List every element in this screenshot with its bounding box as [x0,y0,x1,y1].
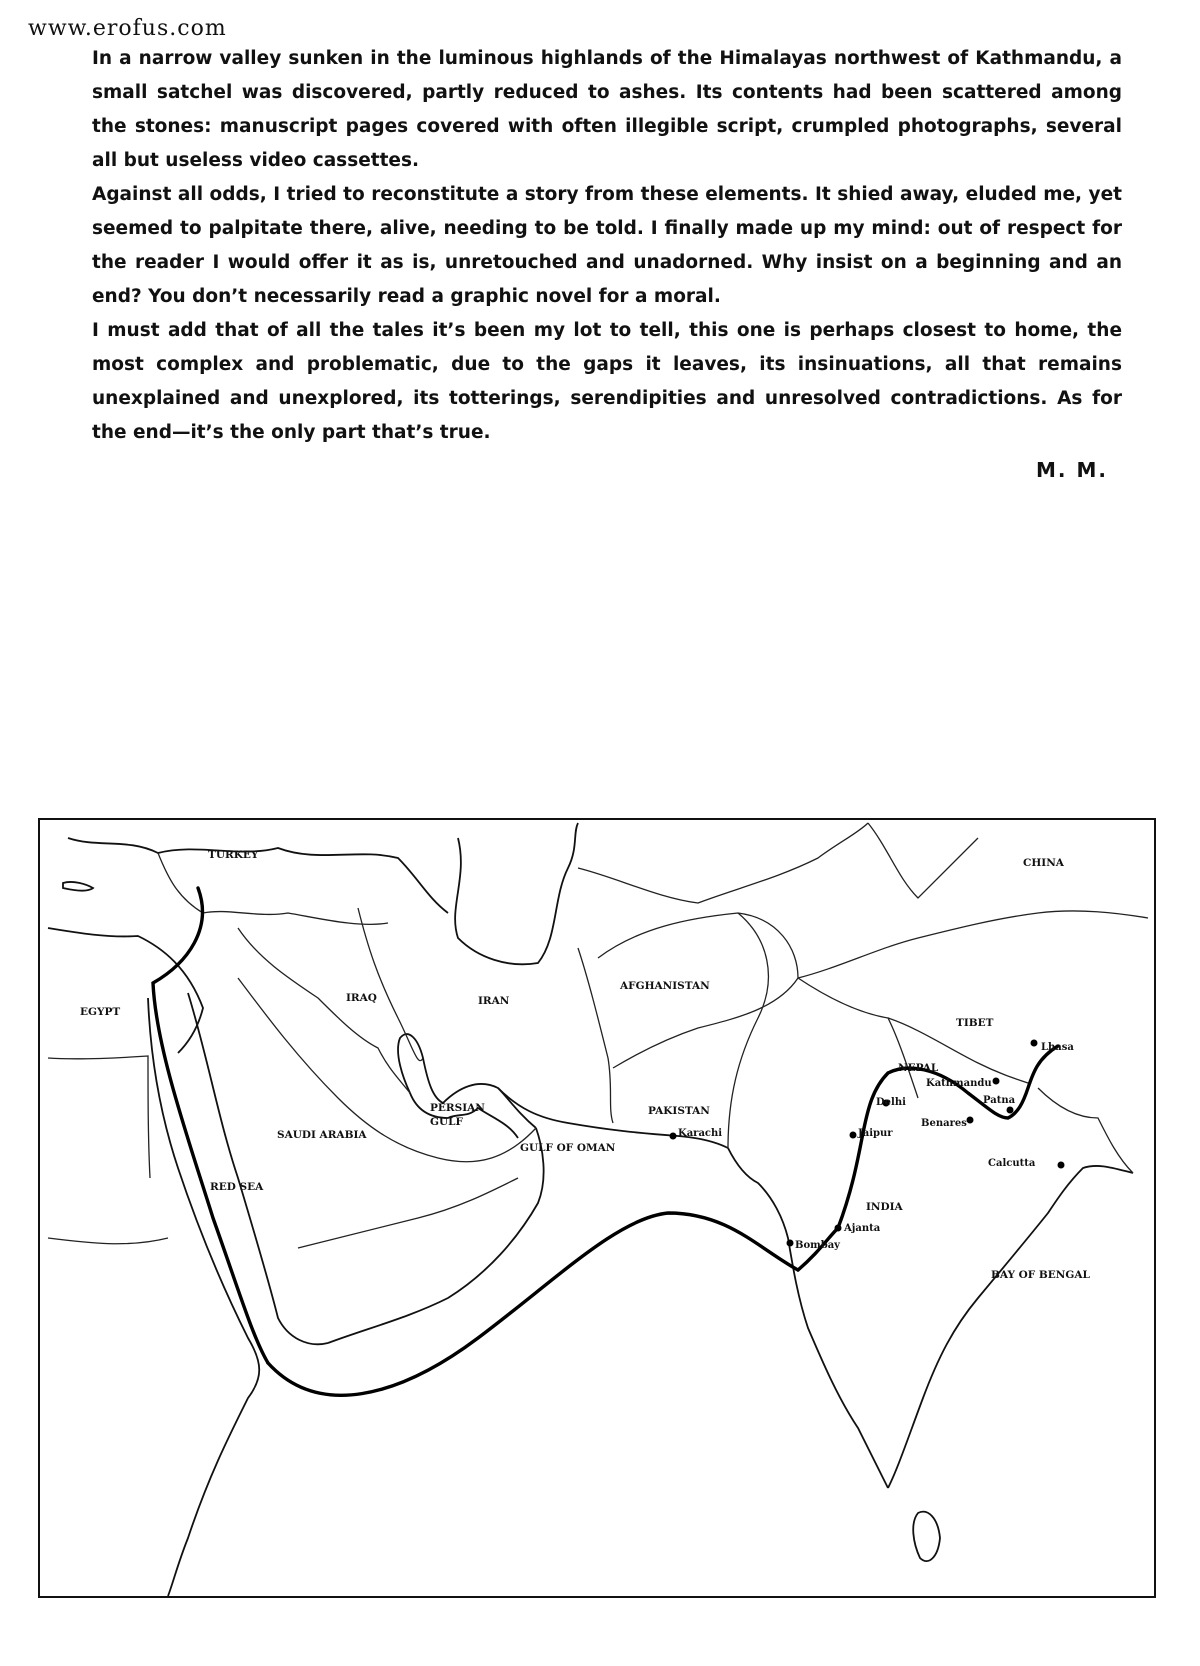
foreword-paragraph-2: Against all odds, I tried to reconstitute a story from these elements. It shied away, eluded me, yet seemed to palpitate there, alive, needing to be told. I finally made up my mind: out of respect for the reader I would offer it as is, unretouched and unadorned. Why insist on a beginning and an end? You don’t necessarily read a graphic novel for a moral. [92,184,1122,307]
route-map [38,818,1156,1598]
watermark: www.erofus.com [28,16,227,41]
label-kathmandu: Kathmandu [926,1078,992,1089]
label-bombay: Bombay [795,1240,840,1251]
label-iraq: IRAQ [346,992,377,1004]
ajanta-marker [835,1225,842,1232]
label-jaipur: Jaipur [858,1128,893,1139]
label-lhasa: Lhasa [1041,1042,1074,1053]
benares-marker [967,1117,974,1124]
label-nepal: NEPAL [898,1062,939,1074]
label-pakistan: PAKISTAN [648,1105,710,1117]
jaipur-marker [850,1132,857,1139]
label-china: CHINA [1023,857,1064,869]
karachi-marker [670,1133,677,1140]
label-red-sea: RED SEA [210,1181,264,1193]
author-signature: M. M. [1036,458,1108,482]
label-tibet: TIBET [956,1017,994,1029]
foreword-paragraph-3: I must add that of all the tales it’s been my lot to tell, this one is perhaps closest to home, the most complex and problematic, due to the gaps it leaves, its insinuations, all that remains unexplained and unexplored, its totterings, serendipities and unresolved contradictions. As for the end—it’s the only part that’s true. [92,320,1122,443]
label-afghanistan: AFGHANISTAN [620,980,710,992]
label-patna: Patna [983,1095,1016,1106]
foreword-paragraph-1: In a narrow valley sunken in the luminous highlands of the Himalayas northwest of Kathmandu, a small satchel was discovered, partly reduced to ashes. Its contents had been scattered among the stones: manuscript pages covered with often illegible script, crumpled photographs, several all but useless video cassettes. [92,48,1122,171]
patna-marker [1007,1107,1014,1114]
calcutta-marker [1058,1162,1065,1169]
label-ajanta: Ajanta [844,1223,881,1234]
label-india: INDIA [866,1201,903,1213]
map-frame [39,819,1155,1597]
label-bay-of-bengal: BAY OF BENGAL [991,1269,1090,1281]
label-turkey: TURKEY [208,849,259,861]
label-iran: IRAN [478,995,510,1007]
lhasa-marker [1031,1040,1038,1047]
map-svg [38,818,1156,1598]
foreword-text [92,42,1122,450]
label-delhi: Delhi [876,1097,906,1108]
label-calcutta: Calcutta [988,1158,1036,1169]
label-gulf: GULF [430,1116,463,1128]
kathmandu-marker [993,1078,1000,1085]
label-karachi: Karachi [678,1128,723,1139]
label-egypt: EGYPT [80,1006,121,1018]
label-gulf-of-oman: GULF OF OMAN [520,1142,616,1154]
label-benares: Benares [921,1118,967,1129]
label-persian: PERSIAN [430,1102,485,1114]
label-saudi-arabia: SAUDI ARABIA [277,1129,367,1141]
bombay-marker [787,1240,794,1247]
